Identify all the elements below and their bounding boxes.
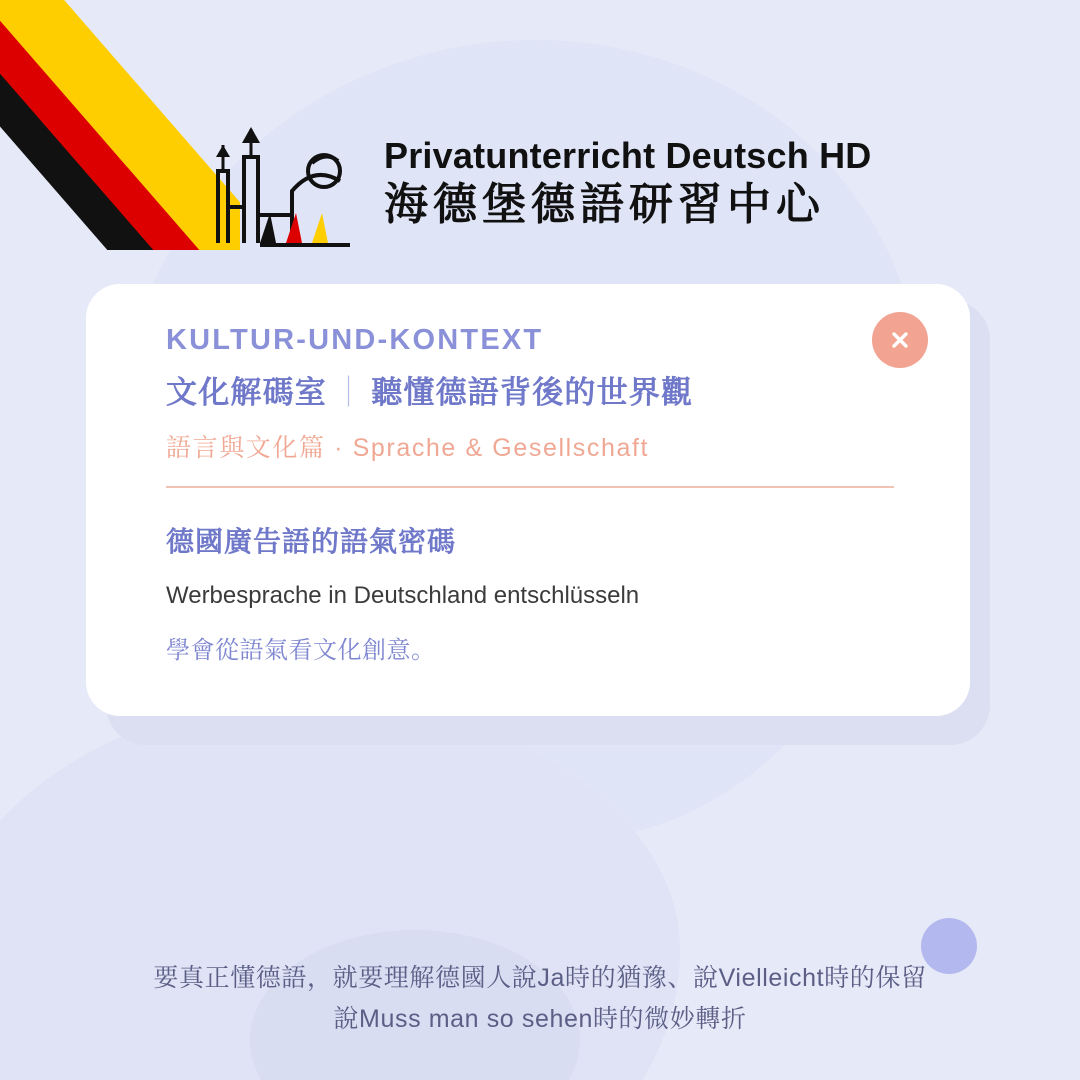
lesson-note: 學會從語氣看文化創意。 (166, 637, 436, 665)
card-divider (166, 486, 894, 488)
card-title-main: 文化解碼室 (166, 375, 327, 411)
card-kicker: KULTUR-UND-KONTEXT (166, 324, 544, 356)
close-button[interactable] (872, 312, 928, 368)
brand-name-de: Privatunterricht Deutsch HD (384, 134, 872, 176)
footer-caption (60, 958, 1020, 1041)
brand-name-zh: 海德堡德語研習中心 (384, 179, 825, 229)
card-title (166, 367, 914, 412)
footer-line-1: 要真正懂德語，就要理解德國人說Ja時的猶豫、說Vielleicht時的保留 (153, 964, 927, 992)
lesson-card (86, 284, 970, 716)
heidelberg-castle-icon (200, 111, 370, 256)
lesson-subtitle-de: Werbesprache in Deutschland entschlüsseln (166, 582, 640, 610)
card-title-divider: ｜ (333, 375, 366, 411)
lesson-title: 德國廣告語的語氣密碼 (166, 526, 457, 558)
card-subtitle: 語言與文化篇 · Sprache & Gesellschaft (166, 434, 650, 463)
brand-logo (200, 108, 880, 258)
close-icon (887, 327, 913, 353)
card-title-sub: 聽懂德語背後的世界觀 (371, 375, 694, 411)
footer-line-2: 說Muss man so sehen時的微妙轉折 (333, 1005, 747, 1034)
